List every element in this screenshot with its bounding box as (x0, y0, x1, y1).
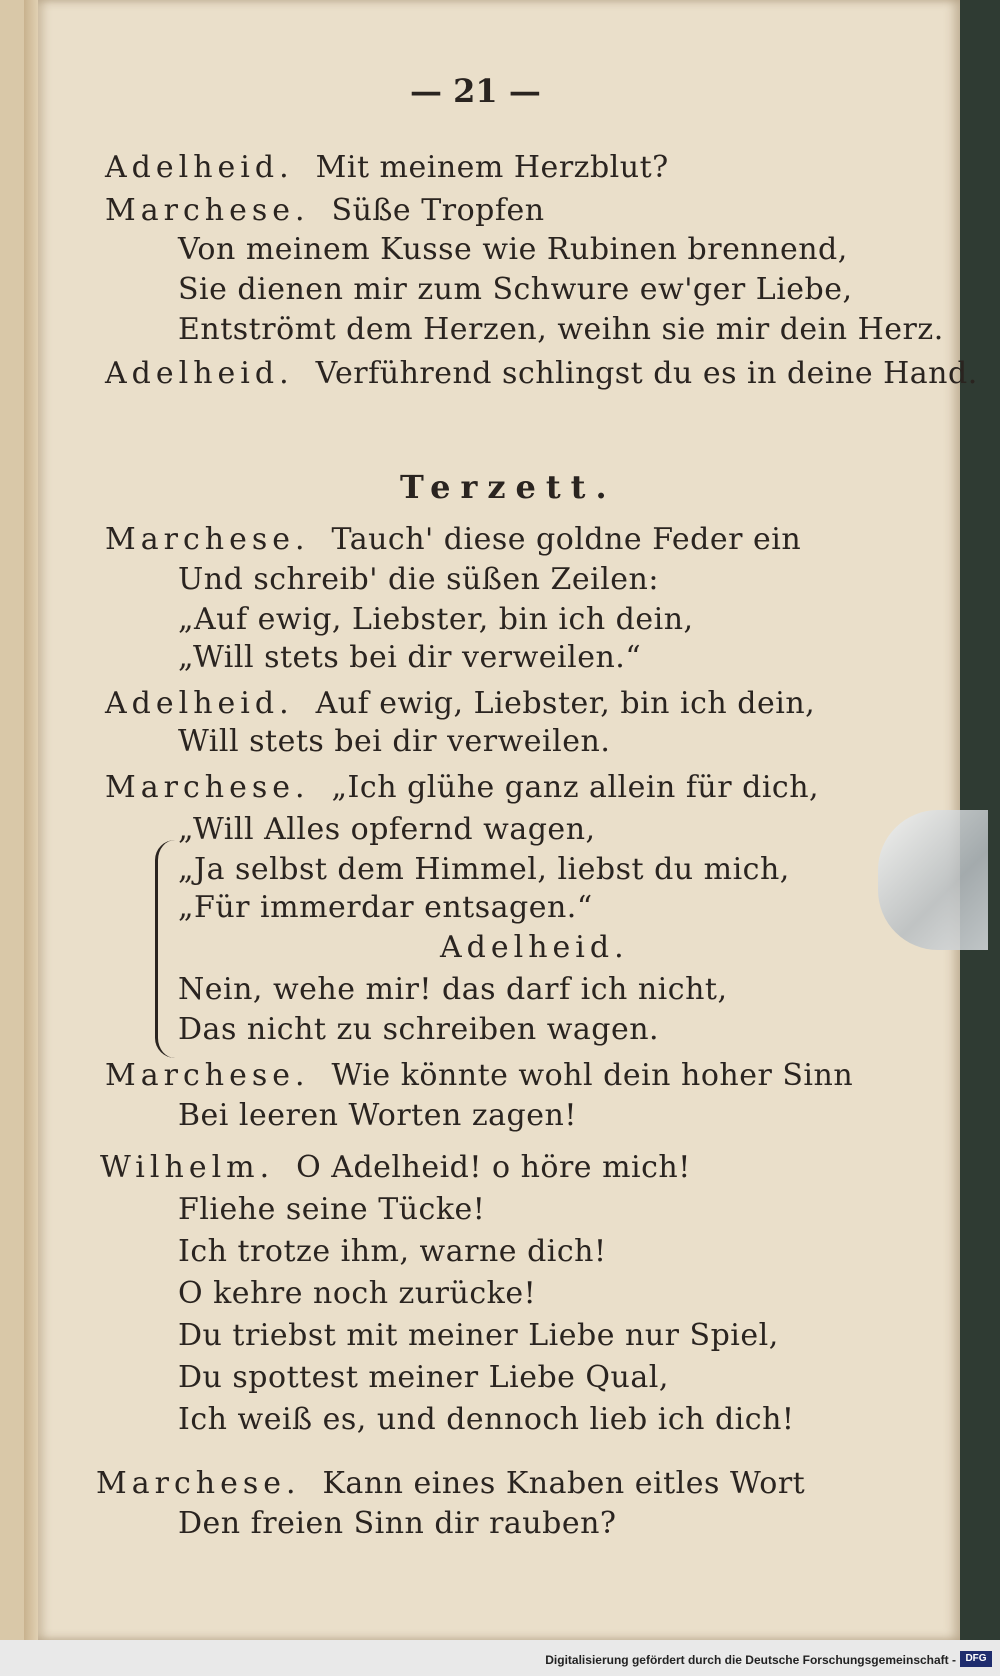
verse-line: Wilhelm. O Adelheid! o höre mich! (100, 1150, 691, 1185)
verse-line: „Will Alles opfernd wagen, (178, 812, 596, 847)
verse-line: Marchese. Süße Tropfen (105, 193, 545, 228)
page-number: — 21 — (410, 72, 541, 110)
verse-line: Fliehe seine Tücke! (178, 1192, 486, 1227)
dfg-logo: DFG (960, 1651, 992, 1667)
verse-line: Marchese. Tauch' diese goldne Feder ein (105, 522, 802, 557)
verse-line: Marchese. Wie könnte wohl dein hoher Sinn (105, 1058, 854, 1093)
verse-line: Ich weiß es, und dennoch lieb ich dich! (178, 1402, 795, 1437)
verse-line: Von meinem Kusse wie Rubinen brennend, (178, 232, 848, 267)
verse-line: Ich trotze ihm, warne dich! (178, 1234, 607, 1269)
verse-line: Du triebst mit meiner Liebe nur Spiel, (178, 1318, 779, 1353)
verse-line: Entströmt dem Herzen, weihn sie mir dein Herz. (178, 312, 944, 347)
verse-line: Du spottest meiner Liebe Qual, (178, 1360, 669, 1395)
verse-line: „Will stets bei dir verweilen.“ (178, 640, 642, 675)
brace-mark (155, 840, 176, 1058)
verse-line: Sie dienen mir zum Schwure ew'ger Liebe, (178, 272, 853, 307)
verse-line: „Auf ewig, Liebster, bin ich dein, (178, 602, 694, 637)
verse-line: Marchese. „Ich glühe ganz allein für dich, (105, 770, 820, 805)
verse-line: O kehre noch zurücke! (178, 1276, 537, 1311)
speaker-name: Adelheid. (440, 930, 629, 965)
verse-line: „Für immerdar entsagen.“ (178, 890, 593, 925)
verse-line: Bei leeren Worten zagen! (178, 1098, 577, 1133)
verse-line: Marchese. Kann eines Knaben eitles Wort (96, 1466, 806, 1501)
section-heading: Terzett. (400, 468, 617, 506)
verse-line: Den freien Sinn dir rauben? (178, 1506, 617, 1541)
verse-line: Adelheid. Auf ewig, Liebster, bin ich dein, (105, 686, 816, 721)
verse-line: Das nicht zu schreiben wagen. (178, 1012, 660, 1047)
verse-line: Adelheid. Mit meinem Herzblut? (105, 150, 669, 185)
verse-line: „Ja selbst dem Himmel, liebst du mich, (178, 852, 790, 887)
verse-line: Will stets bei dir verweilen. (178, 724, 611, 759)
page-clip (878, 810, 988, 950)
verse-line: Und schreib' die süßen Zeilen: (178, 562, 659, 597)
digitization-credit: Digitalisierung gefördert durch die Deutsche Forschungsgemeinschaft - (545, 1653, 956, 1667)
verse-line: Nein, wehe mir! das darf ich nicht, (178, 972, 728, 1007)
verse-line: Adelheid. Verführend schlingst du es in deine Hand. (105, 356, 978, 391)
